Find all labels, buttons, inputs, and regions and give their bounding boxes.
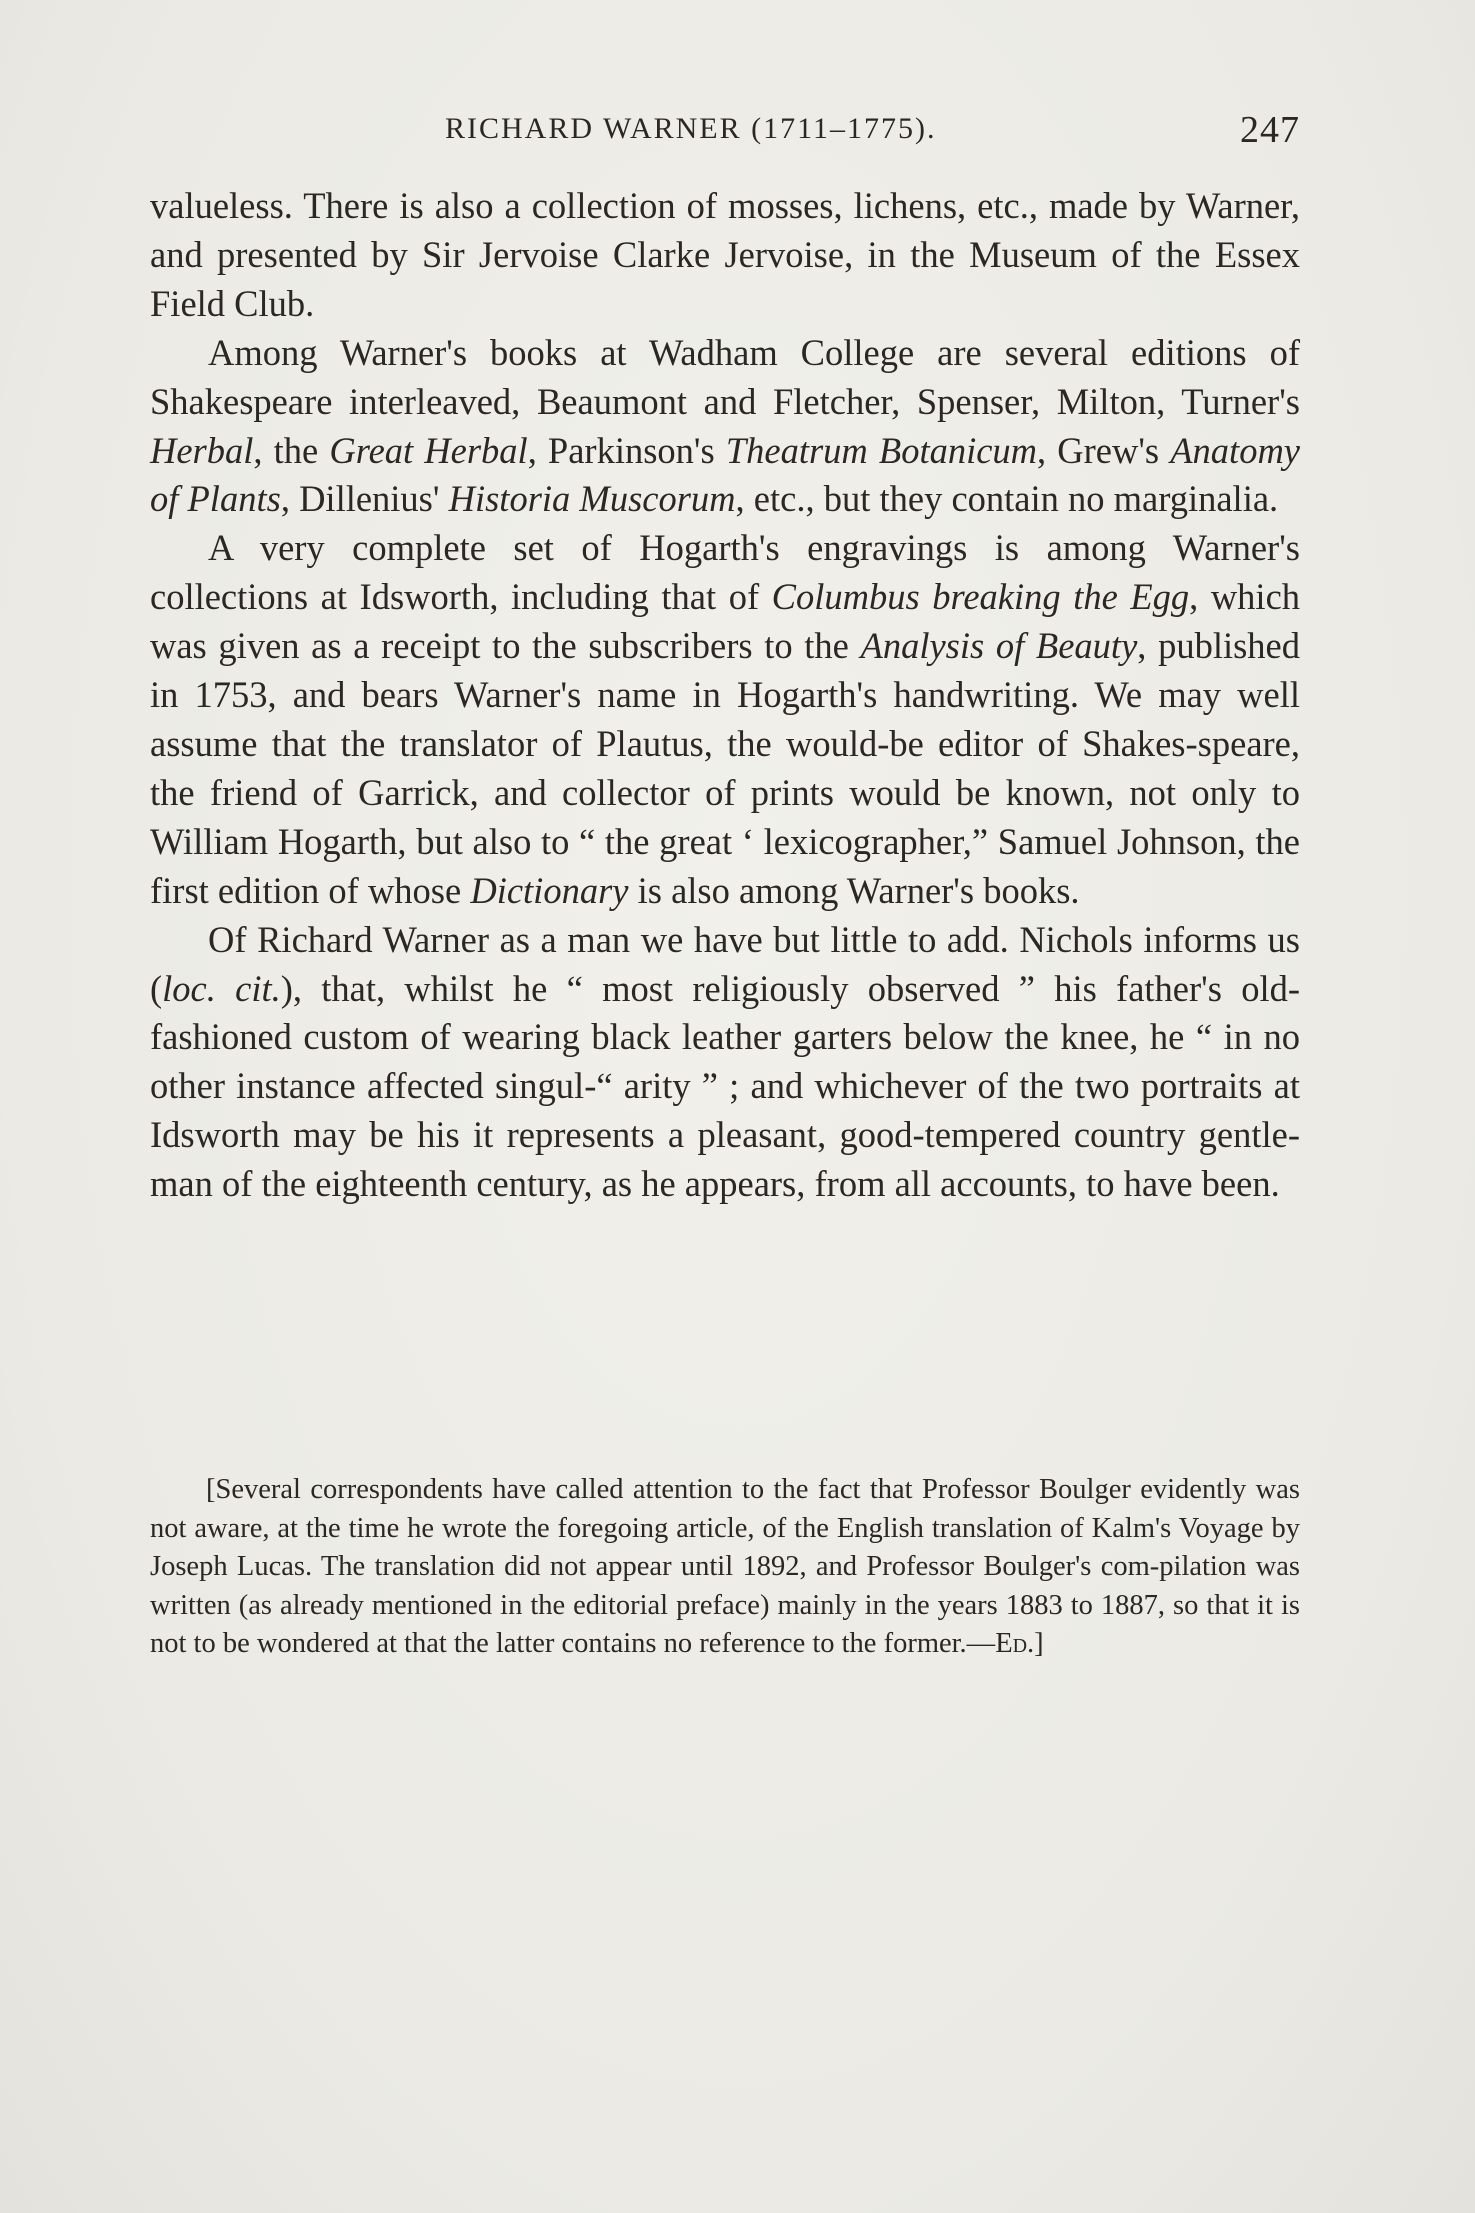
italic-title: Herbal: [150, 429, 254, 471]
text-segment: [Several correspondents have called attention to the fact that Professor Boulger evidently was not aware, at the time he wrote the foregoing article, of the English translation of Kalm's Voyage by Joseph Lucas. The translation did not appear until 1892, and Professor Boulger's com-pilation was written (as already mentioned in the editorial preface) mainly in the years 1883 to 1887, so that it is not to be wondered at that the latter contains no reference to the former.—: [150, 1474, 1300, 1660]
page-number: 247: [1240, 109, 1300, 151]
text-segment: ), that, whilst he “ most religiously observed ” his father's old-fashioned custom of wearing black leather garters below the knee, he “ in no other instance affected singul-“ arity ” ; and whichever of the two portraits at Idsworth may be his it represents a pleasant, good-tempered country gentle-man of the eighteenth century, as he appears, from all accounts, to have been.: [150, 967, 1300, 1205]
editor-signature: Ed.: [995, 1628, 1035, 1660]
text-segment: , Parkinson's: [527, 429, 726, 471]
italic-title: Great Herbal: [329, 429, 528, 471]
italic-title: Columbus breaking the Egg: [771, 576, 1190, 618]
italic-title: Theatrum Botanicum: [725, 429, 1038, 471]
paragraph: [150, 524, 1300, 915]
text-segment: , etc., but they contain no marginalia.: [735, 478, 1279, 520]
text-segment: valueless. There is also a collection of mosses, lichens, etc., made by Warner, and presented by Sir Jervoise Clarke Jervoise, in the Museum of the Essex Field Club.: [150, 185, 1300, 324]
running-head: RICHARD WARNER (1711–1775).: [445, 112, 937, 145]
text-segment: A very complete set of Hogarth's engravings is among Warner's collections at Idsworth, including that of: [150, 527, 1300, 618]
text-segment: Of Richard Warner as a man we have but little to add. Nichols informs us (: [150, 918, 1300, 1009]
footnote-text: [150, 1471, 1300, 1664]
body-text: [150, 182, 1300, 1209]
paragraph: [150, 916, 1300, 1209]
text-segment: , which was given as a receipt to the subscribers to the: [150, 576, 1301, 667]
paragraph: [150, 182, 1300, 329]
text-segment: , the: [253, 429, 330, 471]
italic-title: Anatomy of Plants: [150, 429, 1301, 520]
italic-title: Dictionary: [470, 869, 629, 911]
italic-title: Historia Muscorum: [448, 478, 736, 520]
editorial-footnote: [150, 1471, 1300, 1664]
text-segment: ]: [1034, 1628, 1044, 1660]
text-segment: , Dillenius': [280, 478, 449, 520]
text-segment: is also among Warner's books.: [628, 869, 1080, 911]
text-segment: Among Warner's books at Wadham College are several editions of Shakespeare interleaved, Beaumont and Fletcher, Spenser, Milton, Turner's: [150, 331, 1300, 422]
page-header: [150, 100, 1300, 160]
italic-title: Analysis of Beauty: [860, 625, 1138, 667]
text-segment: , published in 1753, and bears Warner's name in Hogarth's handwriting. We may well assume that the translator of Plautus, the would-be editor of Shakes-speare, the friend of Garrick, and collector of prints would be known, not only to William Hogarth, but also to “ the great ‘ lexicographer,” Samuel Johnson, the first edition of whose: [150, 625, 1301, 911]
italic-title: loc. cit.: [162, 967, 281, 1009]
paragraph: [150, 329, 1300, 525]
text-segment: , Grew's: [1037, 429, 1171, 471]
